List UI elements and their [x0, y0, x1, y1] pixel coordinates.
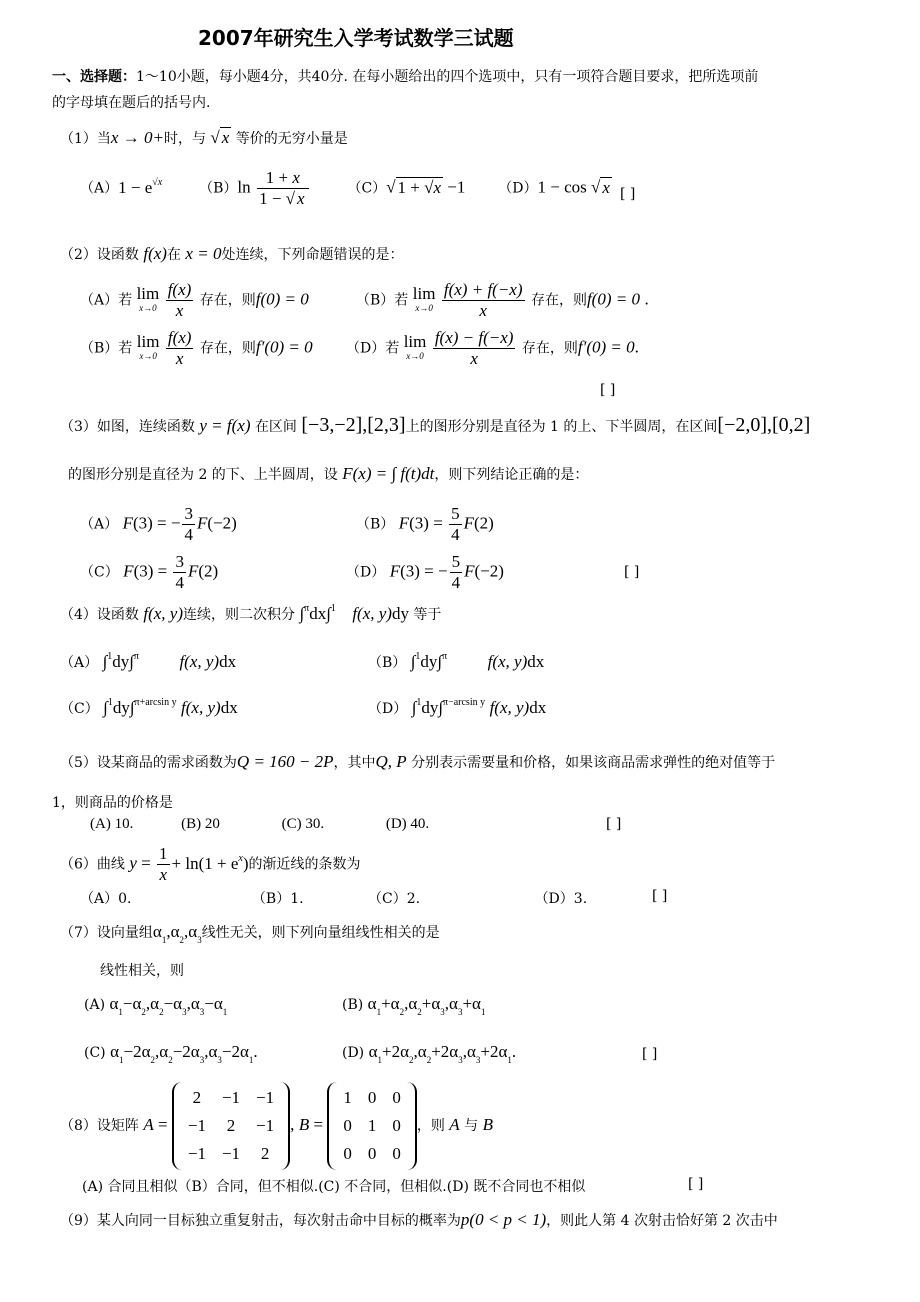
- question-4-option-c: （C） ∫$^1$dy∫$^{\pi+arcsin y}$ f(x, y)dx: [60, 697, 238, 717]
- question-2-stem: （2）设函数 f(x)在 x = 0处连续，下列命题错误的是：: [60, 244, 404, 263]
- matrix-cell: −1: [221, 1144, 241, 1163]
- question-1-options: $(A)1 - e^{√x}$ （B）ln $\frac{1 + x}{1 - √ x}$ （C）√ 1 + √x −1 （D）1 − cos √ x: [80, 168, 610, 208]
- question-7-stem: （7）设向量组$\alpha_1,\alpha_2,\alpha_3$线性无关，则下列向量组线性相关的是: [60, 922, 440, 945]
- matrix-cell: 0: [367, 1088, 377, 1107]
- question-7-option-d: (D) $\alpha_1+2\alpha_2,\alpha_2+2\alpha_3,\alpha_3+2\alpha_1$.: [342, 1042, 517, 1065]
- matrix-b: [327, 1082, 417, 1170]
- question-6-options: （A）0. （B）1. （C）2. （D）3.: [80, 891, 588, 907]
- matrix-cell: 2: [192, 1088, 202, 1107]
- question-2-bracket: [ ]: [600, 382, 616, 398]
- question-8-options: (A) 合同且相似（B）合同，但不相似.(C) 不合同，但相似.(D) 既不合同也不相似: [82, 1179, 586, 1195]
- question-7-bracket: [ ]: [642, 1046, 658, 1062]
- question-5-options: (A) 10. (B) 20 (C) 30. (D) 40.: [90, 816, 430, 832]
- matrix-cell: −1: [187, 1144, 206, 1163]
- matrix-cell: 0: [392, 1144, 401, 1163]
- question-6-stem: （6）曲线 y = $\frac{1}{x}$ + $\ln(1 + e^x)$的渐近线的条数为: [60, 844, 361, 884]
- question-5-stem: （5）设某商品的需求函数为Q = 160 − 2P，其中Q, P 分别表示需要量和价格，如果该商品需求弹性的绝对值等于: [60, 752, 776, 771]
- question-1-stem: （1）当x → 0+时，与 √ x 等价的无穷小量是: [60, 128, 348, 147]
- matrix-cell: 0: [343, 1144, 352, 1163]
- question-4-option-b: （B） ∫$^1$dy∫$^\pi$ f(x, y)dx: [368, 651, 545, 671]
- question-5-line2: 1，则商品的价格是: [52, 795, 173, 811]
- matrix-cell: 0: [392, 1116, 401, 1135]
- matrix-cell: 1: [343, 1088, 352, 1107]
- question-8-stem: （8）设矩阵 A = 2 −1 −1 −1 2 −1 −1 −1 2 , B = 1 0 0 0 1 0 0 0 0 ，则 A 与 B: [60, 1082, 493, 1170]
- question-3-line2: 的图形分别是直径为 2 的下、上半圆周，设 F(x) = ∫ f(t)dt，则下列结论正确的是：: [68, 464, 589, 483]
- matrix-cell: 2: [226, 1116, 236, 1135]
- question-3-option-a: （A） F(3) = − $\frac{3}{4}$ F(−2): [80, 504, 237, 544]
- question-2-option-d: （D）若 lim x→0 $\frac{f(x) - f(-x)}{x}$ 存在，则f′(0) = 0.: [346, 328, 639, 368]
- question-3-option-d: （D） F(3) = − $\frac{5}{4}$ F(−2): [346, 552, 504, 592]
- question-2-option-c: （B）若 lim x→0 $\frac{f(x)}{x}$ 存在，则f′(0) = 0: [80, 328, 313, 368]
- question-3-line1: （3）如图，连续函数 y = f(x) 在区间 [−3,−2],[2,3]上的图形分别是直径为 1 的上、下半圆周，在区间[−2,0],[0,2]: [60, 414, 811, 436]
- question-8-bracket: [ ]: [688, 1176, 704, 1192]
- question-7-option-a: (A) $\alpha_1-\alpha_2,\alpha_2-\alpha_3,\alpha_3-\alpha_1$: [84, 994, 228, 1017]
- question-5-bracket: [ ]: [606, 816, 622, 832]
- matrix-a: [172, 1082, 290, 1170]
- matrix-cell: −1: [256, 1116, 275, 1135]
- page-title: 2007年研究生入学考试数学三试题: [198, 26, 514, 50]
- matrix-cell: 0: [392, 1088, 401, 1107]
- matrix-cell: −1: [187, 1116, 206, 1135]
- matrix-cell: 0: [367, 1144, 377, 1163]
- question-3-bracket: [ ]: [624, 564, 640, 580]
- question-3-option-c: （C） F(3) = $\frac{3}{4}$ F(2): [80, 552, 219, 592]
- question-7-option-b: (B) $\alpha_1+\alpha_2,\alpha_2+\alpha_3,\alpha_3+\alpha_1$: [342, 994, 486, 1017]
- question-4-option-d: （D） ∫$^1$dy∫$^{\pi-arcsin y}$ f(x, y)dx: [368, 697, 547, 717]
- question-9-stem: （9）某人向同一目标独立重复射击，每次射击命中目标的概率为p(0 < p < 1)，则此人第 4 次射击恰好第 2 次击中: [60, 1210, 778, 1229]
- question-7-line2: 线性相关，则: [100, 963, 184, 979]
- question-1-bracket: [ ]: [620, 186, 636, 202]
- question-2-option-a: （A）若 lim x→0 $\frac{f(x)}{x}$ 存在，则f(0) = 0: [80, 280, 309, 320]
- question-2-option-b: （B）若 lim x→0 $\frac{f(x) + f(-x)}{x}$ 存在，则f(0) = 0 .: [356, 280, 649, 320]
- question-4-stem: （4）设函数 f(x, y)连续，则二次积分 ∫$^\pi$dx∫$^1$ f(x, y)dy 等于: [60, 603, 442, 623]
- question-3-option-b: （B） F(3) = $\frac{5}{4}$ F(2): [356, 504, 494, 544]
- question-4-option-a: （A） ∫$^1$dy∫$^\pi$ f(x, y)dx: [60, 651, 237, 671]
- matrix-cell: 1: [367, 1116, 377, 1135]
- matrix-cell: −1: [256, 1088, 275, 1107]
- matrix-cell: 2: [260, 1144, 270, 1163]
- matrix-cell: 0: [343, 1116, 352, 1135]
- matrix-cell: −1: [221, 1088, 241, 1107]
- question-6-bracket: [ ]: [652, 888, 668, 904]
- section-intro: 一、选择题：1～10小题，每小题4分，共40分. 在每小题给出的四个选项中，只有一项符合题目要求，把所选项前: [52, 69, 759, 85]
- section-intro-line2: 的字母填在题后的括号内.: [52, 95, 211, 111]
- question-7-option-c: (C) $\alpha_1-2\alpha_2,\alpha_2-2\alpha_3,\alpha_3-2\alpha_1$.: [84, 1042, 258, 1065]
